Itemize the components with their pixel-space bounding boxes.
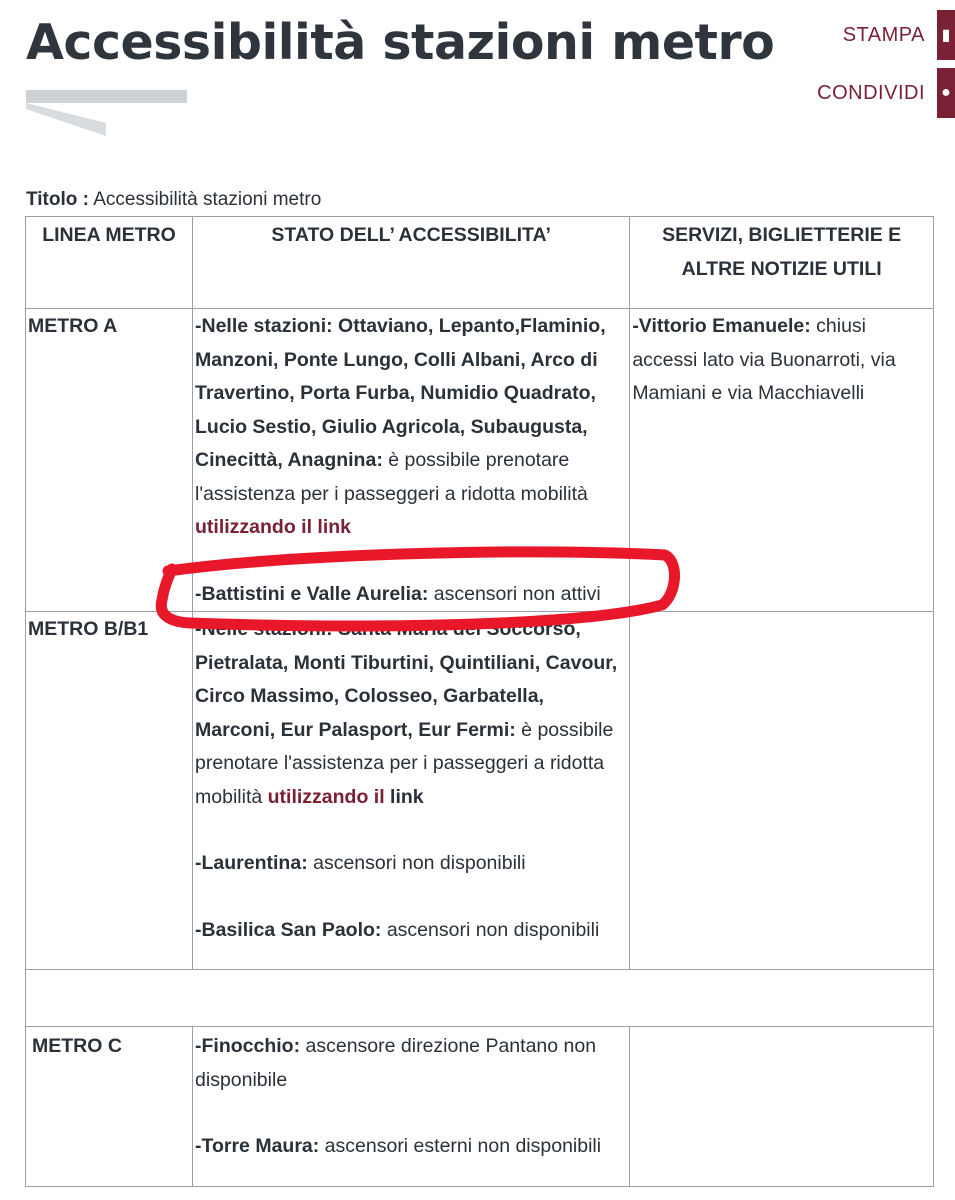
- table-header-row: [26, 217, 934, 309]
- table-row: [26, 1027, 934, 1187]
- reservation-link[interactable]: utilizzando il link: [195, 516, 352, 538]
- services-cell: [630, 612, 934, 970]
- page-title: Accessibilità stazioni metro: [26, 14, 775, 71]
- reservation-link[interactable]: utilizzando il: [267, 785, 385, 808]
- line-cell: METRO B/B1: [26, 612, 193, 970]
- header-status: STATO DELL’ ACCESSIBILITA’: [193, 217, 630, 309]
- empty-cell: [26, 970, 934, 1027]
- header-line: LINEA METRO: [26, 217, 193, 309]
- title-decoration: [26, 90, 191, 138]
- print-button[interactable]: [843, 10, 955, 60]
- caption-key: Titolo :: [26, 189, 89, 210]
- print-label: STAMPA: [842, 23, 925, 46]
- services-cell: [630, 309, 934, 612]
- status-cell: [193, 1027, 630, 1187]
- status-cell: [193, 309, 630, 612]
- status-entry: -Finocchio: ascensore direzione Pantano non disponibile: [195, 1035, 597, 1091]
- service-entry: -Vittorio Emanuele: chiusi accessi lato via Buonarroti, via Mamiani e via Macchiavelli: [632, 315, 896, 404]
- table-row-empty: [26, 970, 934, 1027]
- status-entry: -Battistini e Valle Aurelia: ascensori non attivi: [195, 582, 601, 605]
- status-entry: -Basilica San Paolo: ascensori non disponibili: [195, 918, 600, 941]
- status-entry: -Laurentina: ascensori non disponibili: [195, 852, 526, 874]
- print-icon: ▮: [937, 10, 955, 60]
- status-entry: -Nelle stazioni: Ottaviano, Lepanto,Flaminio, Manzoni, Ponte Lungo, Colli Albani, Arco di Travertino, Porta Furba, Numidio Quadrato, Lucio Sestio, Giulio Agricola, Subaugusta, Cinecittà, Anagnina: è possibile prenotare l'assistenza per i passeggeri a ridotta mobilità utilizzando il link: [195, 315, 606, 538]
- table-row: [26, 612, 934, 970]
- share-button[interactable]: [817, 68, 955, 118]
- line-cell: METRO C: [26, 1027, 193, 1187]
- accessibility-table: [25, 216, 934, 1187]
- caption-value: Accessibilità stazioni metro: [93, 189, 322, 210]
- share-label: CONDIVIDI: [817, 81, 925, 104]
- line-cell: METRO A: [26, 309, 193, 612]
- table-caption: [26, 189, 321, 211]
- status-cell: [193, 612, 630, 970]
- share-icon: ●: [937, 68, 955, 118]
- status-entry: -Nelle stazioni: Santa Maria del Soccorso, Pietralata, Monti Tiburtini, Quintiliani, Cavour, Circo Massimo, Colosseo, Garbatella, Marconi, Eur Palasport, Eur Fermi: è possibile prenotare l'assistenza per i passeggeri a ridotta mobilità utilizzando il link: [195, 618, 618, 808]
- header-services: SERVIZI, BIGLIETTERIE E ALTRE NOTIZIE UTILI: [630, 217, 934, 309]
- status-entry: -Torre Maura: ascensori esterni non disponibili: [195, 1135, 602, 1157]
- table-row: [26, 309, 934, 612]
- services-cell: [630, 1027, 934, 1187]
